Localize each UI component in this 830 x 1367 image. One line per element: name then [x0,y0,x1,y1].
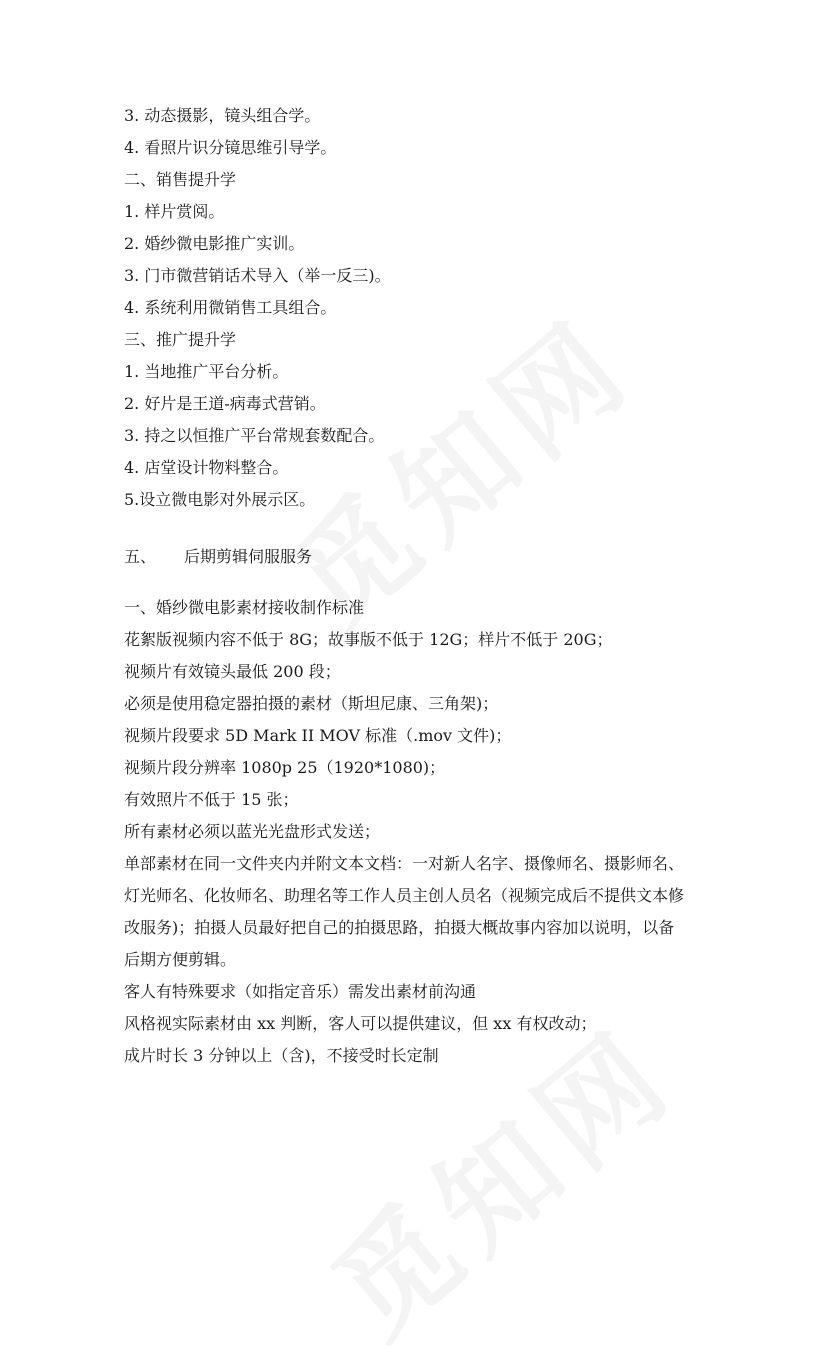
paragraph-line: 有效照片不低于 15 张； [124,790,299,809]
list-item: 4. 看照片识分镜思维引导学。 [124,138,337,157]
list-item: 3. 持之以恒推广平台常规套数配合。 [124,426,385,445]
section-heading: 三、推广提升学 [124,330,237,349]
paragraph-line: 花絮版视频内容不低于 8G；故事版不低于 12G；样片不低于 20G； [124,630,613,649]
list-item: 1. 样片赏阅。 [124,202,225,221]
list-item: 5.设立微电影对外展示区。 [124,490,316,509]
paragraph-line: 风格视实际素材由 xx 判断，客人可以提供建议，但 xx 有权改动； [124,1014,597,1033]
list-item: 2. 婚纱微电影推广实训。 [124,234,305,253]
chapter-heading [124,547,312,567]
watermark [292,983,705,1367]
paragraph-line: 视频片段分辨率 1080p 25（1920*1080)； [124,758,446,777]
paragraph-line: 视频片段要求 5D Mark II MOV 标准（.mov 文件)； [124,726,512,745]
paragraph-line: 后期方便剪辑。 [124,950,237,969]
paragraph-line: 视频片有效镜头最低 200 段； [124,662,341,681]
list-item: 4. 店堂设计物料整合。 [124,458,289,477]
list-item: 2. 好片是王道-病毒式营销。 [124,394,326,413]
paragraph-line: 必须是使用稳定器拍摄的素材（斯坦尼康、三角架)； [124,694,499,713]
chapter-number: 五、 [124,547,157,566]
paragraph-line: 成片时长 3 分钟以上（含)，不接受时长定制 [124,1046,439,1065]
list-item: 3. 门市微营销话术导入（举一反三)。 [124,266,391,285]
list-item: 4. 系统利用微销售工具组合。 [124,298,337,317]
paragraph-line: 客人有特殊要求（如指定音乐）需发出素材前沟通 [124,982,477,1001]
chapter-title: 后期剪辑伺服服务 [184,547,313,566]
paragraph-line: 所有素材必须以蓝光光盘形式发送； [124,822,381,841]
section-heading: 一、婚纱微电影素材接收制作标准 [124,598,365,617]
paragraph-line: 灯光师名、化妆师名、助理名等工作人员主创人员名（视频完成后不提供文本修 [124,886,685,905]
paragraph-line: 改服务)；拍摄人员最好把自己的拍摄思路，拍摄大概故事内容加以说明，以备 [124,918,675,937]
list-item: 3. 动态摄影，镜头组合学。 [124,106,321,125]
section-heading: 二、销售提升学 [124,170,237,189]
paragraph-line: 单部素材在同一文件夹内并附文本文档：一对新人名字、摄像师名、摄影师名、 [124,854,685,873]
list-item: 1. 当地推广平台分析。 [124,362,289,381]
